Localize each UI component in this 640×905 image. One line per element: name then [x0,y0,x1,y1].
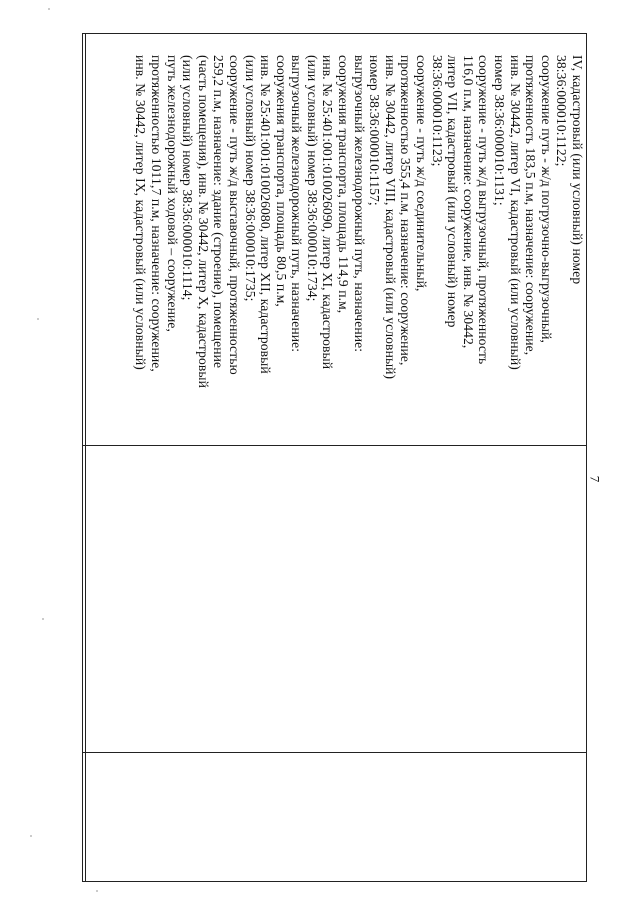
text-line: IV, кадастровый (или условный) номер [570,55,585,285]
text-line: выгрузочный железнодорожный путь, назначение: [351,55,367,353]
rotated-text-block [85,55,585,435]
text-line: 116,0 п.м, назначение: сооружение, инв. № 30442, [460,55,476,349]
text-line: (или условный) номер 38:36:000010:1114; [180,55,196,301]
scan-speck [37,318,39,320]
text-line: сооружения транспорта, площадь 114,9 п.м, [336,55,352,314]
text-line: (или условный) номер 38:36:000010:1735; [242,55,258,302]
text-line: протяженностью 1011,7 п.м, назначение: сооружение, [148,55,164,372]
text-line: путь железнодорожный ходовой – сооружение, [164,55,180,333]
text-line: выгрузочный железнодорожный путь, назначение: [289,55,305,353]
text-line: сооружение путь - ж/д погрузочно-выгрузочный, [538,55,554,344]
text-line: инв. № 30442, литер VI, кадастровый (или условный) [507,55,523,370]
text-line: 38:36:000010:1123; [429,55,445,167]
page-number: 7 [587,475,603,483]
scan-speck [96,890,98,892]
text-line: сооружение - путь ж/д выгрузочный, протяженность [476,55,492,365]
scan-speck [48,8,50,10]
text-line: 38:36:000010:1122; [554,55,570,167]
text-line: номер 38:36:000010:1157; [367,55,383,206]
text-line: инв. № 25:401:001:010026090, литер XI, кадастровый [320,55,336,370]
text-line: протяженность 183,5 п.м, назначение: сооружение, [523,55,539,356]
text-line: протяженностью 355,4 п.м, назначение: сооружение, [398,55,414,366]
text-line: инв. № 30442, литер IX, кадастровый (или условный) [133,55,149,370]
text-line: литер VII, кадастровый (или условный) номер [445,55,461,328]
text-line: номер 38:36:000010:1131; [492,55,508,206]
scan-speck [30,835,32,837]
text-line: (или условный) номер 38:36:000010:1734; [304,55,320,302]
text-line: сооружение - путь ж/д выставочный, протяженностью [226,55,242,375]
table-row-divider [82,752,587,753]
scan-speck [42,618,44,620]
text-line: сооружение - путь ж/д соединительный, [414,55,430,292]
text-line: инв. № 25:401:001:010026080, литер XII, кадастровый [258,55,274,374]
text-line: (часть помещения), инв. № 30442, литер X, кадастровый [195,55,211,389]
text-line: 259,2 п.м, назначение: здание (строение), помещение [211,55,227,369]
text-line: инв. № 30442, литер VIII, кадастровый (или условный) [382,55,398,380]
text-line: сооружения транспорта, площадь 80,5 п.м, [273,55,289,307]
table-cell-description [85,55,585,435]
table-row-divider [82,445,587,446]
